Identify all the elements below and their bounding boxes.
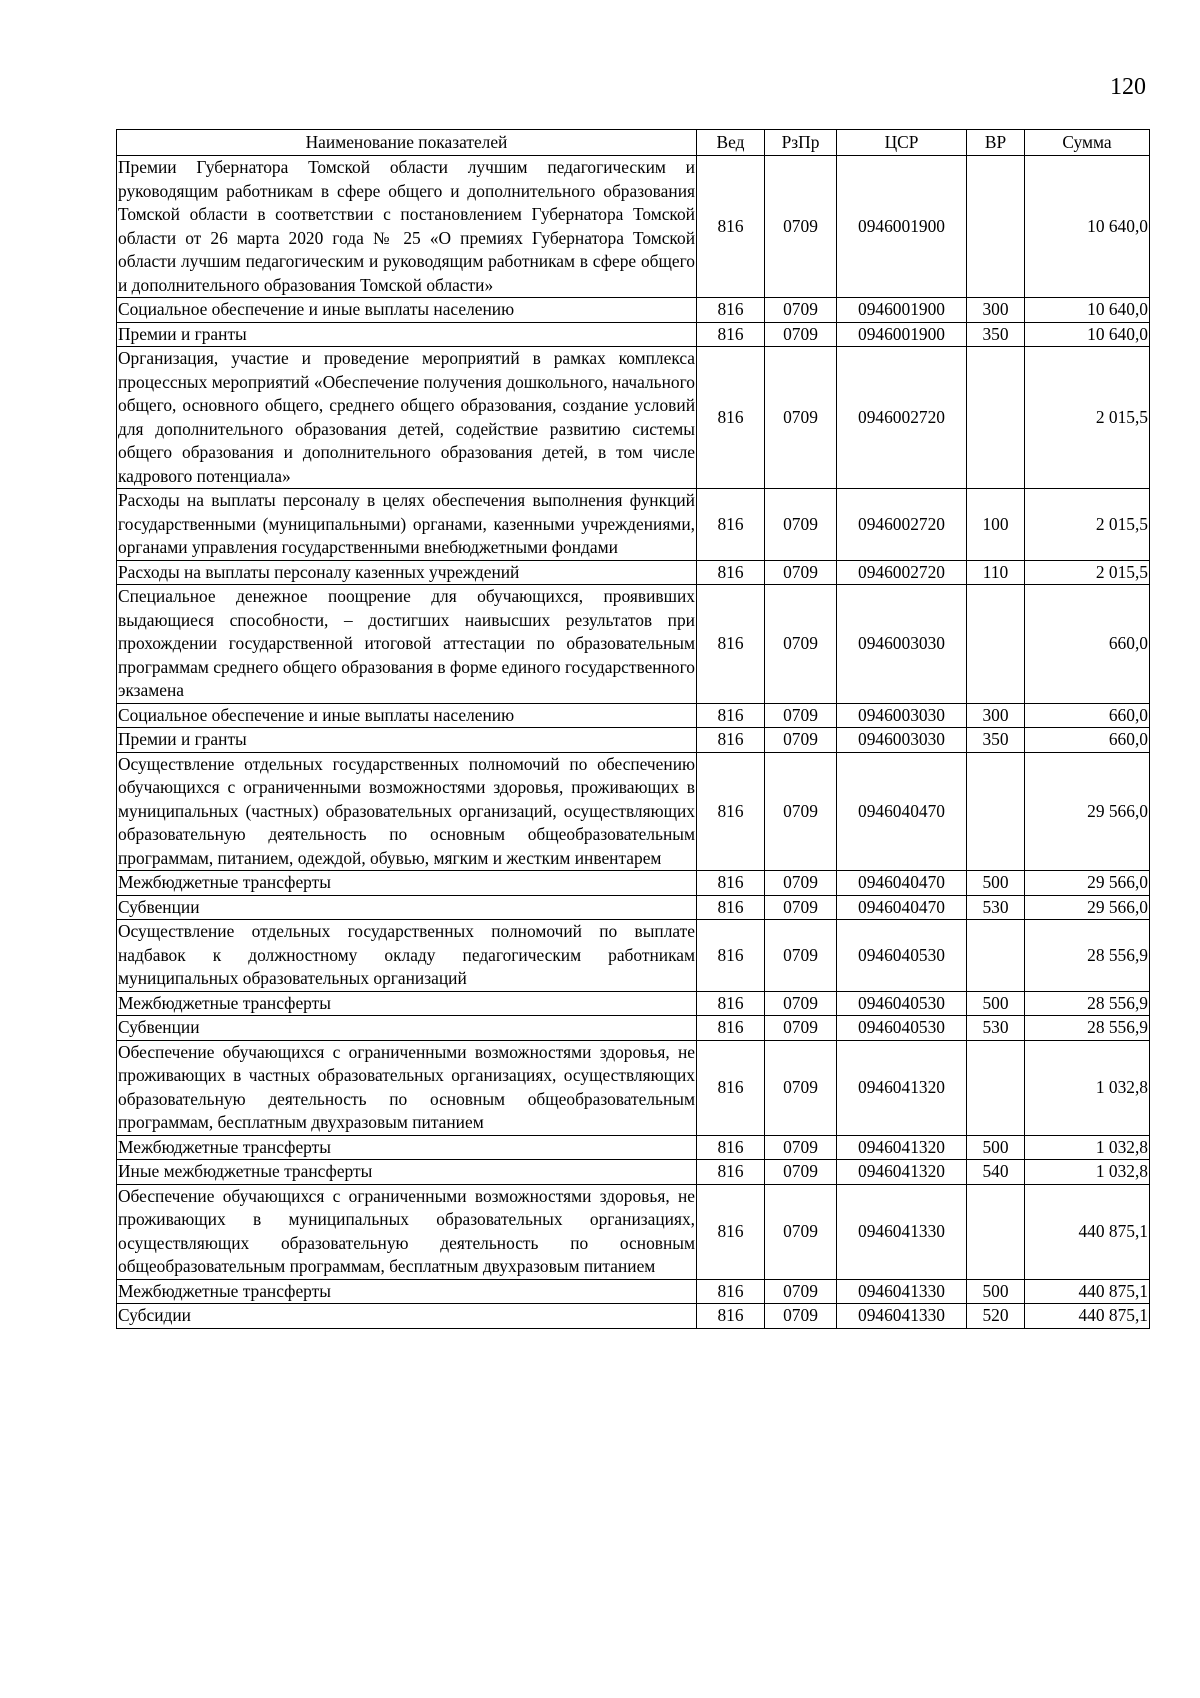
page-number: 120 — [1110, 74, 1146, 100]
row-rzpr: 0709 — [765, 585, 837, 704]
header-vr: ВР — [967, 130, 1025, 156]
row-sum: 28 556,9 — [1025, 991, 1150, 1016]
row-rzpr: 0709 — [765, 752, 837, 871]
row-rzpr: 0709 — [765, 489, 837, 561]
row-rzpr: 0709 — [765, 347, 837, 489]
row-ved: 816 — [697, 347, 765, 489]
row-csr: 0946041320 — [837, 1135, 967, 1160]
row-ved: 816 — [697, 920, 765, 992]
row-vr — [967, 1184, 1025, 1279]
row-name: Осуществление отдельных государственных полномочий по обеспечению обучающихся с ограниченными возможностями здоровья, проживающих в муниципальных (частных) образовательных организаций, осуществляющих образовательную деятельность по основным общеобразовательным программам, питанием, одеждой, обувью, мягким и жестким инвентарем — [117, 752, 697, 871]
header-rzpr: РзПр — [765, 130, 837, 156]
row-name: Субсидии — [117, 1304, 697, 1329]
row-name: Субвенции — [117, 1016, 697, 1041]
row-sum: 2 015,5 — [1025, 347, 1150, 489]
row-rzpr: 0709 — [765, 895, 837, 920]
row-csr: 0946040470 — [837, 871, 967, 896]
row-ved: 816 — [697, 322, 765, 347]
row-name: Премии Губернатора Томской области лучшим педагогическим и руководящим работникам в сфере общего и дополнительного образования Томской области в соответствии с постановлением Губернатора Томской области от 26 марта 2020 года № 25 «О премиях Губернатора Томской области лучшим педагогическим и руководящим работникам в сфере общего и дополнительного образования Томской области» — [117, 156, 697, 298]
header-ved: Вед — [697, 130, 765, 156]
row-ved: 816 — [697, 298, 765, 323]
row-vr: 300 — [967, 703, 1025, 728]
row-csr: 0946041330 — [837, 1184, 967, 1279]
row-csr: 0946003030 — [837, 585, 967, 704]
row-ved: 816 — [697, 560, 765, 585]
row-name: Осуществление отдельных государственных полномочий по выплате надбавок к должностному окладу педагогическим работникам муниципальных образовательных организаций — [117, 920, 697, 992]
row-sum: 660,0 — [1025, 728, 1150, 753]
row-vr: 350 — [967, 322, 1025, 347]
row-vr: 500 — [967, 871, 1025, 896]
row-csr: 0946041320 — [837, 1040, 967, 1135]
row-sum: 10 640,0 — [1025, 156, 1150, 298]
row-vr: 300 — [967, 298, 1025, 323]
table-row — [117, 585, 1150, 704]
row-csr: 0946040530 — [837, 1016, 967, 1041]
row-vr: 110 — [967, 560, 1025, 585]
row-csr: 0946001900 — [837, 298, 967, 323]
row-rzpr: 0709 — [765, 1304, 837, 1329]
row-csr: 0946001900 — [837, 322, 967, 347]
row-vr: 540 — [967, 1160, 1025, 1185]
table-row — [117, 752, 1150, 871]
row-sum: 2 015,5 — [1025, 489, 1150, 561]
row-rzpr: 0709 — [765, 1279, 837, 1304]
table-row — [117, 1304, 1150, 1329]
row-csr: 0946040530 — [837, 991, 967, 1016]
row-name: Расходы на выплаты персоналу в целях обеспечения выполнения функций государственными (муниципальными) органами, казенными учреждениями, органами управления государственными внебюджетными фондами — [117, 489, 697, 561]
row-rzpr: 0709 — [765, 322, 837, 347]
row-rzpr: 0709 — [765, 560, 837, 585]
row-rzpr: 0709 — [765, 871, 837, 896]
row-sum: 10 640,0 — [1025, 298, 1150, 323]
row-sum: 10 640,0 — [1025, 322, 1150, 347]
row-vr: 500 — [967, 1279, 1025, 1304]
row-rzpr: 0709 — [765, 1135, 837, 1160]
row-vr — [967, 920, 1025, 992]
row-name: Расходы на выплаты персоналу казенных учреждений — [117, 560, 697, 585]
row-name: Межбюджетные трансферты — [117, 1135, 697, 1160]
row-vr: 530 — [967, 1016, 1025, 1041]
row-csr: 0946040470 — [837, 895, 967, 920]
row-ved: 816 — [697, 728, 765, 753]
row-csr: 0946002720 — [837, 560, 967, 585]
row-sum: 2 015,5 — [1025, 560, 1150, 585]
row-name: Премии и гранты — [117, 322, 697, 347]
row-name: Организация, участие и проведение мероприятий в рамках комплекса процессных мероприятий «Обеспечение получения дошкольного, начального общего, основного общего, среднего общего образования, создание условий для дополнительного образования детей, содействие развитию системы общего образования и дополнительного образования детей, в том числе кадрового потенциала» — [117, 347, 697, 489]
row-ved: 816 — [697, 1135, 765, 1160]
row-ved: 816 — [697, 1184, 765, 1279]
row-ved: 816 — [697, 1040, 765, 1135]
row-ved: 816 — [697, 871, 765, 896]
row-csr: 0946041320 — [837, 1160, 967, 1185]
row-vr: 500 — [967, 991, 1025, 1016]
row-name: Межбюджетные трансферты — [117, 991, 697, 1016]
row-ved: 816 — [697, 1160, 765, 1185]
row-sum: 660,0 — [1025, 585, 1150, 704]
row-vr — [967, 585, 1025, 704]
row-rzpr: 0709 — [765, 1040, 837, 1135]
table-row — [117, 1135, 1150, 1160]
row-name: Субвенции — [117, 895, 697, 920]
row-csr: 0946041330 — [837, 1279, 967, 1304]
header-name: Наименование показателей — [117, 130, 697, 156]
row-sum: 29 566,0 — [1025, 895, 1150, 920]
row-rzpr: 0709 — [765, 991, 837, 1016]
table-row — [117, 1160, 1150, 1185]
table-row — [117, 298, 1150, 323]
row-sum: 440 875,1 — [1025, 1184, 1150, 1279]
row-sum: 1 032,8 — [1025, 1040, 1150, 1135]
row-ved: 816 — [697, 489, 765, 561]
row-rzpr: 0709 — [765, 728, 837, 753]
table-row — [117, 322, 1150, 347]
row-sum: 29 566,0 — [1025, 871, 1150, 896]
row-name: Иные межбюджетные трансферты — [117, 1160, 697, 1185]
row-csr: 0946003030 — [837, 703, 967, 728]
row-sum: 28 556,9 — [1025, 1016, 1150, 1041]
table-row — [117, 728, 1150, 753]
row-name: Социальное обеспечение и иные выплаты населению — [117, 298, 697, 323]
row-ved: 816 — [697, 895, 765, 920]
row-ved: 816 — [697, 1304, 765, 1329]
row-csr: 0946002720 — [837, 347, 967, 489]
table-row — [117, 1184, 1150, 1279]
table-row — [117, 1040, 1150, 1135]
row-vr: 100 — [967, 489, 1025, 561]
row-csr: 0946040470 — [837, 752, 967, 871]
row-rzpr: 0709 — [765, 1016, 837, 1041]
row-vr: 520 — [967, 1304, 1025, 1329]
row-sum: 1 032,8 — [1025, 1135, 1150, 1160]
row-sum: 660,0 — [1025, 703, 1150, 728]
row-ved: 816 — [697, 156, 765, 298]
row-name: Специальное денежное поощрение для обучающихся, проявивших выдающиеся способности, – достигших наивысших результатов при прохождении государственной итоговой аттестации по образовательным программам среднего общего образования в форме единого государственного экзамена — [117, 585, 697, 704]
row-ved: 816 — [697, 1279, 765, 1304]
row-ved: 816 — [697, 585, 765, 704]
row-vr — [967, 752, 1025, 871]
row-name: Социальное обеспечение и иные выплаты населению — [117, 703, 697, 728]
row-vr: 530 — [967, 895, 1025, 920]
budget-table — [116, 129, 1150, 1329]
row-ved: 816 — [697, 1016, 765, 1041]
table-row — [117, 560, 1150, 585]
row-csr: 0946003030 — [837, 728, 967, 753]
row-ved: 816 — [697, 703, 765, 728]
table-row — [117, 991, 1150, 1016]
row-ved: 816 — [697, 752, 765, 871]
table-row — [117, 1016, 1150, 1041]
row-rzpr: 0709 — [765, 920, 837, 992]
table-row — [117, 895, 1150, 920]
header-csr: ЦСР — [837, 130, 967, 156]
row-sum: 440 875,1 — [1025, 1279, 1150, 1304]
row-vr — [967, 347, 1025, 489]
row-vr — [967, 1040, 1025, 1135]
row-name: Межбюджетные трансферты — [117, 1279, 697, 1304]
table-row — [117, 489, 1150, 561]
row-csr: 0946040530 — [837, 920, 967, 992]
table-row — [117, 347, 1150, 489]
row-sum: 1 032,8 — [1025, 1160, 1150, 1185]
row-vr — [967, 156, 1025, 298]
table-row — [117, 156, 1150, 298]
row-rzpr: 0709 — [765, 298, 837, 323]
row-csr: 0946002720 — [837, 489, 967, 561]
row-name: Межбюджетные трансферты — [117, 871, 697, 896]
row-rzpr: 0709 — [765, 1160, 837, 1185]
row-sum: 29 566,0 — [1025, 752, 1150, 871]
table-header-row — [117, 130, 1150, 156]
row-vr: 500 — [967, 1135, 1025, 1160]
row-rzpr: 0709 — [765, 156, 837, 298]
row-ved: 816 — [697, 991, 765, 1016]
row-rzpr: 0709 — [765, 703, 837, 728]
header-sum: Сумма — [1025, 130, 1150, 156]
table-row — [117, 920, 1150, 992]
row-name: Обеспечение обучающихся с ограниченными возможностями здоровья, не проживающих в частных образовательных организациях, осуществляющих образовательную деятельность по основным общеобразовательным программам, бесплатным двухразовым питанием — [117, 1040, 697, 1135]
table-row — [117, 871, 1150, 896]
table-row — [117, 1279, 1150, 1304]
row-csr: 0946001900 — [837, 156, 967, 298]
row-csr: 0946041330 — [837, 1304, 967, 1329]
row-rzpr: 0709 — [765, 1184, 837, 1279]
row-sum: 440 875,1 — [1025, 1304, 1150, 1329]
row-vr: 350 — [967, 728, 1025, 753]
row-sum: 28 556,9 — [1025, 920, 1150, 992]
row-name: Премии и гранты — [117, 728, 697, 753]
table-row — [117, 703, 1150, 728]
row-name: Обеспечение обучающихся с ограниченными возможностями здоровья, не проживающих в муниципальных образовательных организациях, осуществляющих образовательную деятельность по основным общеобразовательным программам, бесплатным двухразовым питанием — [117, 1184, 697, 1279]
